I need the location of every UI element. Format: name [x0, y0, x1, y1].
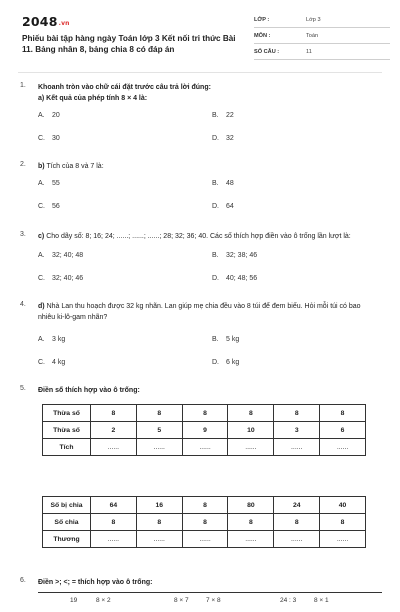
answer-blank[interactable]: ...... [182, 531, 228, 548]
option-letter: D. [212, 135, 219, 142]
question-4 [20, 301, 382, 371]
question-6 [20, 577, 382, 591]
option-text: 32; 40; 48 [52, 252, 84, 259]
table-row [43, 405, 366, 422]
option-letter: C. [38, 203, 45, 210]
table-cell: 8 [320, 514, 366, 531]
row-label: Thương [43, 531, 91, 548]
option-text: 20 [52, 112, 60, 119]
option-d[interactable] [212, 359, 239, 366]
option-text: 30 [52, 135, 60, 142]
option-text: 4 kg [52, 359, 66, 366]
option-d[interactable] [212, 135, 234, 142]
answer-blank[interactable]: ...... [91, 439, 137, 456]
option-letter: A. [38, 112, 45, 119]
comparison-term: 8 × 2 [96, 597, 111, 604]
option-letter: B. [212, 336, 219, 343]
option-letter: A. [38, 336, 45, 343]
question-text [38, 385, 378, 396]
table-row [43, 514, 366, 531]
option-text: 55 [52, 180, 60, 187]
answer-blank[interactable]: ...... [274, 531, 320, 548]
table-cell: 8 [228, 514, 274, 531]
option-d[interactable] [212, 203, 234, 210]
table-cell: 40 [320, 497, 366, 514]
row-label: Thừa số [43, 422, 91, 439]
division-table [42, 496, 366, 548]
option-letter: A. [38, 252, 45, 259]
option-text: 40; 48; 56 [226, 275, 258, 282]
row-label: Tích [43, 439, 91, 456]
question-number: 6. [20, 577, 26, 584]
comparison-term: 8 × 7 [174, 597, 189, 604]
question-heading: Khoanh tròn vào chữ cái đặt trước câu trả lời đúng: [38, 84, 211, 91]
comparison-term: 19 [70, 597, 78, 604]
table-cell: 8 [136, 514, 182, 531]
answer-blank[interactable]: ...... [136, 531, 182, 548]
table-cell: 8 [274, 405, 320, 422]
meta-value: 11 [306, 49, 312, 55]
option-text: 22 [226, 112, 234, 119]
document-header [22, 14, 382, 70]
table-row [43, 439, 366, 456]
option-letter: C. [38, 359, 45, 366]
option-text: 56 [52, 203, 60, 210]
meta-info [254, 14, 390, 62]
question-number: 5. [20, 385, 26, 392]
meta-row-class [254, 14, 390, 28]
meta-value: Toán [306, 33, 319, 39]
meta-label: MÔN : [254, 33, 271, 39]
question-number: 3. [20, 231, 26, 238]
question-number: 2. [20, 161, 26, 168]
page-title: Phiếu bài tập hàng ngày Toán lớp 3 Kết nối tri thức Bài 11. Bảng nhân 8, bảng chia 8 có đáp án [22, 34, 236, 54]
table-cell: 10 [228, 422, 274, 439]
meta-label: SỐ CÂU : [254, 49, 280, 55]
option-c[interactable] [38, 275, 83, 282]
table-row [43, 497, 366, 514]
question-5 [20, 385, 382, 399]
comparison-term: 24 : 3 [280, 597, 297, 604]
option-letter: C. [38, 135, 45, 142]
question-2 [20, 161, 382, 217]
table-cell: 8 [91, 405, 137, 422]
table-cell: 8 [182, 405, 228, 422]
table-cell: 8 [91, 514, 137, 531]
question-text [38, 231, 378, 242]
table-cell: 16 [136, 497, 182, 514]
question-sub: a) Kết quả của phép tính 8 × 4 là: [38, 95, 148, 102]
table-cell: 8 [320, 405, 366, 422]
question-sub-label: d) [38, 303, 45, 310]
option-text: 6 kg [226, 359, 240, 366]
table-cell: 8 [182, 514, 228, 531]
question-number: 4. [20, 301, 26, 308]
table-cell: 3 [274, 422, 320, 439]
row-label: Thừa số [43, 405, 91, 422]
table-cell: 5 [136, 422, 182, 439]
question-text [38, 301, 378, 323]
question-heading: Điền số thích hợp vào ô trống: [38, 387, 140, 394]
comparison-row [38, 592, 382, 612]
answer-blank[interactable]: ...... [320, 531, 366, 548]
question-text [38, 577, 378, 588]
logo-main: 2048 [22, 14, 58, 29]
row-label: Số chia [43, 514, 91, 531]
table-cell: 8 [274, 514, 320, 531]
option-text: 32 [226, 135, 234, 142]
option-letter: C. [38, 275, 45, 282]
option-text: 5 kg [226, 336, 240, 343]
question-sub-label: b) [38, 163, 45, 170]
option-b[interactable] [212, 180, 234, 187]
option-text: 3 kg [52, 336, 66, 343]
table-cell: 6 [320, 422, 366, 439]
option-b[interactable] [212, 112, 234, 119]
option-d[interactable] [212, 275, 257, 282]
comparison-term: 7 × 8 [206, 597, 221, 604]
option-letter: D. [212, 359, 219, 366]
table-cell: 2 [91, 422, 137, 439]
question-heading: Điền >; <; = thích hợp vào ô trống: [38, 579, 153, 586]
question-sub: Nhà Lan thu hoạch được 32 kg nhãn. Lan giúp mẹ chia đều vào 8 túi để đem biếu. Hỏi mỗi túi có bao nhiêu ki-lô-gam nhãn? [38, 303, 361, 321]
answer-blank[interactable]: ...... [182, 439, 228, 456]
table-cell: 80 [228, 497, 274, 514]
answer-blank[interactable]: ...... [320, 439, 366, 456]
question-1 [20, 82, 382, 152]
row-label: Số bị chia [43, 497, 91, 514]
multiplication-table [42, 404, 366, 456]
table-cell: 64 [91, 497, 137, 514]
answer-blank[interactable]: ...... [136, 439, 182, 456]
question-3 [20, 231, 382, 287]
table-cell: 8 [136, 405, 182, 422]
meta-row-subject [254, 30, 390, 44]
question-text [38, 82, 378, 104]
option-b[interactable] [212, 336, 239, 343]
option-letter: B. [212, 252, 219, 259]
table-cell: 24 [274, 497, 320, 514]
question-sub: Tích của 8 và 7 là: [46, 163, 104, 170]
site-logo[interactable] [22, 14, 70, 29]
table-row [43, 531, 366, 548]
logo-suffix: .vn [58, 20, 70, 27]
question-text [38, 161, 378, 172]
header-divider [18, 72, 382, 73]
table-cell: 8 [182, 497, 228, 514]
meta-row-count [254, 46, 390, 60]
answer-blank[interactable]: ...... [228, 531, 274, 548]
option-c[interactable] [38, 135, 60, 142]
table-cell: 8 [228, 405, 274, 422]
option-c[interactable] [38, 359, 65, 366]
table-cell: 9 [182, 422, 228, 439]
option-text: 32; 40; 46 [52, 275, 84, 282]
option-text: 48 [226, 180, 234, 187]
question-number: 1. [20, 82, 26, 89]
option-letter: B. [212, 180, 219, 187]
meta-label: LỚP : [254, 17, 270, 23]
option-b[interactable] [212, 252, 257, 259]
option-text: 64 [226, 203, 234, 210]
option-letter: A. [38, 180, 45, 187]
question-sub: Cho dãy số: 8; 16; 24; ......; ......; ......; 28; 32; 36; 40. Các số thích hợp điền vào ô trống lần lượt là: [46, 233, 351, 240]
option-c[interactable] [38, 203, 60, 210]
option-a[interactable] [38, 112, 60, 119]
question-sub-label: c) [38, 233, 45, 240]
option-letter: B. [212, 112, 219, 119]
option-a[interactable] [38, 336, 65, 343]
table-row [43, 422, 366, 439]
comparison-term: 8 × 1 [314, 597, 329, 604]
answer-blank[interactable]: ...... [274, 439, 320, 456]
option-letter: D. [212, 203, 219, 210]
answer-blank[interactable]: ...... [91, 531, 137, 548]
option-a[interactable] [38, 252, 83, 259]
option-a[interactable] [38, 180, 60, 187]
answer-blank[interactable]: ...... [228, 439, 274, 456]
option-letter: D. [212, 275, 219, 282]
meta-value: Lớp 3 [306, 17, 321, 23]
option-text: 32; 38; 46 [226, 252, 258, 259]
